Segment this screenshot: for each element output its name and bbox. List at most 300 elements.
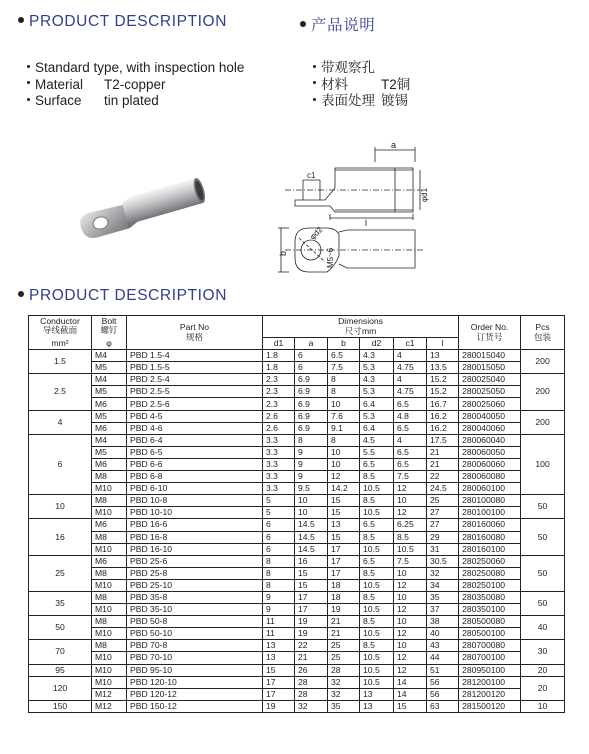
cell-a: 14.5 <box>295 543 328 555</box>
cell-c1: 4.75 <box>394 362 427 374</box>
cell-conductor: 70 <box>29 640 92 664</box>
cell-d1: 8 <box>263 555 295 567</box>
cell-a: 6 <box>295 362 328 374</box>
header-dim-l: l <box>427 338 459 350</box>
cell-pcs: 20 <box>521 664 565 676</box>
cell-a: 6.9 <box>295 374 328 386</box>
feature-label: 表面处理 <box>321 93 375 108</box>
table-row <box>29 628 565 640</box>
cell-d2: 10.5 <box>360 543 394 555</box>
bullet-icon <box>313 65 316 68</box>
cell-c1: 8.5 <box>394 531 427 543</box>
header-dim-b: b <box>328 338 360 350</box>
cell-d2: 6.5 <box>360 458 394 470</box>
cell-order: 280100100 <box>459 507 521 519</box>
cell-b: 7.6 <box>328 410 360 422</box>
cell-a: 8 <box>295 434 328 446</box>
cell-a: 6.9 <box>295 410 328 422</box>
cell-c1: 12 <box>394 628 427 640</box>
table-row <box>29 604 565 616</box>
cell-pcs: 100 <box>521 434 565 494</box>
cell-c1: 4.75 <box>394 386 427 398</box>
cell-c1: 4.8 <box>394 410 427 422</box>
dim-label-b: b <box>278 250 288 256</box>
cell-order: 280060040 <box>459 434 521 446</box>
cell-d2: 4.3 <box>360 374 394 386</box>
cell-part: PBD 2.5-5 <box>127 386 263 398</box>
cell-order: 280250080 <box>459 567 521 579</box>
cell-part: PBD 10-10 <box>127 507 263 519</box>
cell-pcs: 200 <box>521 410 565 434</box>
cell-part: PBD 50-10 <box>127 628 263 640</box>
cell-bolt: M10 <box>92 579 127 591</box>
cell-l: 30.5 <box>427 555 459 567</box>
cell-order: 280700100 <box>459 652 521 664</box>
cell-d1: 17 <box>263 676 295 688</box>
cell-part: PBD 1.5-4 <box>127 350 263 362</box>
cell-d1: 3.3 <box>263 434 295 446</box>
cell-b: 32 <box>328 676 360 688</box>
cell-bolt: M8 <box>92 495 127 507</box>
cell-d2: 8.5 <box>360 591 394 603</box>
cell-l: 17.5 <box>427 434 459 446</box>
cell-b: 8 <box>328 374 360 386</box>
cell-l: 56 <box>427 688 459 700</box>
feature-item <box>27 93 244 110</box>
header-order-no <box>459 316 521 350</box>
cell-pcs: 200 <box>521 350 565 374</box>
table-row <box>29 591 565 603</box>
cell-b: 21 <box>328 616 360 628</box>
cell-l: 13 <box>427 350 459 362</box>
cell-c1: 4 <box>394 434 427 446</box>
cell-d2: 10.5 <box>360 652 394 664</box>
table-row <box>29 483 565 495</box>
feature-item <box>27 60 244 77</box>
cell-a: 6.9 <box>295 398 328 410</box>
header-conductor-cn: 导线截面 <box>42 325 78 336</box>
cell-pcs: 20 <box>521 676 565 700</box>
cell-l: 37 <box>427 604 459 616</box>
table-row <box>29 567 565 579</box>
cell-bolt: M8 <box>92 471 127 483</box>
cell-pcs: 50 <box>521 555 565 591</box>
cell-a: 15 <box>295 579 328 591</box>
cell-d2: 6.4 <box>360 422 394 434</box>
cell-d1: 9 <box>263 591 295 603</box>
cell-conductor: 6 <box>29 434 92 494</box>
cell-b: 18 <box>328 579 360 591</box>
header-dim-d2: d2 <box>360 338 394 350</box>
cell-a: 14.5 <box>295 519 328 531</box>
cell-bolt: M6 <box>92 398 127 410</box>
cell-bolt: M4 <box>92 374 127 386</box>
cell-b: 35 <box>328 700 360 712</box>
cell-d1: 3.3 <box>263 458 295 470</box>
cell-part: PBD 6-6 <box>127 458 263 470</box>
cell-c1: 10 <box>394 640 427 652</box>
cell-bolt: M8 <box>92 567 127 579</box>
cell-d2: 8.5 <box>360 531 394 543</box>
header-bolt <box>92 316 127 350</box>
table-row <box>29 531 565 543</box>
bullet-icon <box>18 17 24 23</box>
cell-order: 281500120 <box>459 700 521 712</box>
feature-label: 材料 <box>321 76 348 92</box>
cell-l: 56 <box>427 676 459 688</box>
cell-part: PBD 25-10 <box>127 579 263 591</box>
header-order-no-cn: 订货号 <box>476 331 503 342</box>
cell-l: 32 <box>427 567 459 579</box>
cell-b: 7.5 <box>328 362 360 374</box>
cell-bolt: M10 <box>92 664 127 676</box>
cell-c1: 12 <box>394 604 427 616</box>
dim-label-d1: φd1 <box>420 187 429 202</box>
cell-order: 280160060 <box>459 519 521 531</box>
cell-conductor: 35 <box>29 591 92 615</box>
cell-part: PBD 95-10 <box>127 664 263 676</box>
header-dimensions-cn: 尺寸mm <box>344 325 377 336</box>
cell-c1: 6.25 <box>394 519 427 531</box>
cell-part: PBD 6-8 <box>127 471 263 483</box>
cell-d1: 17 <box>263 688 295 700</box>
cell-bolt: M5 <box>92 362 127 374</box>
cell-d2: 10.5 <box>360 507 394 519</box>
cell-part: PBD 2.5-6 <box>127 398 263 410</box>
cell-bolt: M8 <box>92 591 127 603</box>
cell-conductor: 1.5 <box>29 350 92 374</box>
cell-d2: 10.5 <box>360 604 394 616</box>
cell-c1: 10.5 <box>394 543 427 555</box>
cell-order: 280025040 <box>459 374 521 386</box>
cell-d2: 8.5 <box>360 616 394 628</box>
cell-bolt: M4 <box>92 434 127 446</box>
cell-l: 24.5 <box>427 483 459 495</box>
cell-order: 280060100 <box>459 483 521 495</box>
cell-pcs: 30 <box>521 640 565 664</box>
cell-order: 280060050 <box>459 446 521 458</box>
dim-label-a: a <box>391 140 397 150</box>
cell-c1: 7.5 <box>394 471 427 483</box>
cell-order: 280160100 <box>459 543 521 555</box>
cell-bolt: M10 <box>92 604 127 616</box>
cell-d1: 6 <box>263 519 295 531</box>
cell-a: 28 <box>295 676 328 688</box>
cell-b: 13 <box>328 519 360 531</box>
table-row <box>29 652 565 664</box>
cell-d2: 10.5 <box>360 483 394 495</box>
cell-l: 16.2 <box>427 422 459 434</box>
cell-conductor: 95 <box>29 664 92 676</box>
cell-b: 8 <box>328 434 360 446</box>
header-dimensions-en: Dimensions <box>338 316 383 326</box>
cell-a: 10 <box>295 495 328 507</box>
cell-bolt: M5 <box>92 410 127 422</box>
feature-label: 带观察孔 <box>321 60 375 75</box>
cell-conductor: 120 <box>29 676 92 700</box>
header-conductor <box>29 316 92 350</box>
cell-a: 16 <box>295 555 328 567</box>
bullet-icon <box>27 65 30 68</box>
section1-title-cn <box>300 13 375 35</box>
table-row <box>29 422 565 434</box>
cell-pcs: 50 <box>521 591 565 615</box>
cell-c1: 10 <box>394 591 427 603</box>
header-conductor-en: Conductor <box>40 315 80 326</box>
cell-d2: 5.3 <box>360 410 394 422</box>
cell-part: PBD 10-8 <box>127 495 263 507</box>
cell-d2: 4.3 <box>360 350 394 362</box>
cell-l: 21 <box>427 446 459 458</box>
cell-d2: 6.4 <box>360 398 394 410</box>
cell-bolt: M10 <box>92 628 127 640</box>
header-conductor-unit: mm² <box>51 337 69 348</box>
cell-d1: 15 <box>263 664 295 676</box>
cell-l: 51 <box>427 664 459 676</box>
cell-order: 280040050 <box>459 410 521 422</box>
cell-a: 9 <box>295 458 328 470</box>
cell-d2: 5.5 <box>360 446 394 458</box>
feature-item <box>313 77 410 94</box>
cell-bolt: M5 <box>92 386 127 398</box>
cell-a: 9 <box>295 471 328 483</box>
cell-part: PBD 16-6 <box>127 519 263 531</box>
cell-l: 31 <box>427 543 459 555</box>
cell-d1: 5 <box>263 507 295 519</box>
cell-d2: 13 <box>360 688 394 700</box>
cell-b: 12 <box>328 471 360 483</box>
table-row <box>29 616 565 628</box>
cell-d1: 9 <box>263 604 295 616</box>
table-row <box>29 398 565 410</box>
feature-value: T2-copper <box>104 76 166 92</box>
cell-order: 280160080 <box>459 531 521 543</box>
cell-d1: 2.3 <box>263 398 295 410</box>
cell-l: 44 <box>427 652 459 664</box>
header-part-no-en: Part No <box>179 322 210 333</box>
cell-b: 15 <box>328 495 360 507</box>
technical-drawing <box>275 140 430 290</box>
table-row <box>29 519 565 531</box>
header-pcs-cn: 包装 <box>533 331 552 342</box>
cell-b: 28 <box>328 664 360 676</box>
cell-l: 16.2 <box>427 410 459 422</box>
cell-d2: 8.5 <box>360 471 394 483</box>
cell-b: 10 <box>328 446 360 458</box>
cell-l: 16.7 <box>427 398 459 410</box>
bullet-icon <box>313 98 316 101</box>
cell-order: 280025050 <box>459 386 521 398</box>
cell-b: 10 <box>328 398 360 410</box>
cell-conductor: 10 <box>29 495 92 519</box>
cell-bolt: M10 <box>92 483 127 495</box>
table-row <box>29 555 565 567</box>
cell-l: 13.5 <box>427 362 459 374</box>
bullet-icon <box>27 98 30 101</box>
cell-bolt: M5 <box>92 446 127 458</box>
cell-c1: 12 <box>394 664 427 676</box>
cell-b: 17 <box>328 567 360 579</box>
cell-order: 280100080 <box>459 495 521 507</box>
cell-a: 9.5 <box>295 483 328 495</box>
cell-b: 10 <box>328 458 360 470</box>
cell-d2: 10.5 <box>360 628 394 640</box>
table-row <box>29 664 565 676</box>
header-dim-d1: d1 <box>263 338 295 350</box>
cell-conductor: 50 <box>29 616 92 640</box>
cell-a: 6.9 <box>295 422 328 434</box>
cell-conductor: 25 <box>29 555 92 591</box>
cell-a: 26 <box>295 664 328 676</box>
dim-label-m: M5~6 <box>326 247 335 268</box>
cell-b: 25 <box>328 652 360 664</box>
cell-a: 28 <box>295 688 328 700</box>
table-row <box>29 579 565 591</box>
cell-d1: 6 <box>263 543 295 555</box>
cell-d1: 2.6 <box>263 422 295 434</box>
cell-b: 25 <box>328 640 360 652</box>
cell-pcs: 10 <box>521 700 565 712</box>
cell-bolt: M10 <box>92 676 127 688</box>
section2-title-text: PRODUCT DESCRIPTION <box>29 287 227 304</box>
cell-order: 280060080 <box>459 471 521 483</box>
cell-part: PBD 4-6 <box>127 422 263 434</box>
table-row <box>29 410 565 422</box>
cell-a: 21 <box>295 652 328 664</box>
cell-order: 280500080 <box>459 616 521 628</box>
table-row <box>29 386 565 398</box>
cell-part: PBD 1.5-5 <box>127 362 263 374</box>
cell-d2: 8.5 <box>360 495 394 507</box>
cell-order: 280350100 <box>459 604 521 616</box>
cell-b: 19 <box>328 604 360 616</box>
cell-conductor: 2.5 <box>29 374 92 410</box>
cell-d1: 6 <box>263 531 295 543</box>
dim-label-l: l <box>365 218 367 228</box>
table-row <box>29 350 565 362</box>
cell-c1: 10 <box>394 567 427 579</box>
table-row <box>29 688 565 700</box>
section1-title-en <box>18 13 227 31</box>
spec-table <box>28 315 565 713</box>
cell-b: 15 <box>328 531 360 543</box>
cell-order: 280350080 <box>459 591 521 603</box>
cell-order: 280060060 <box>459 458 521 470</box>
cell-part: PBD 120-10 <box>127 676 263 688</box>
cell-d2: 5.3 <box>360 386 394 398</box>
cell-c1: 4 <box>394 350 427 362</box>
cell-d2: 10.5 <box>360 579 394 591</box>
cell-d2: 13 <box>360 700 394 712</box>
table-row <box>29 458 565 470</box>
cell-part: PBD 2.5-4 <box>127 374 263 386</box>
cell-part: PBD 70-10 <box>127 652 263 664</box>
section1-title-en-text: PRODUCT DESCRIPTION <box>29 13 227 30</box>
cell-order: 280250060 <box>459 555 521 567</box>
cell-part: PBD 25-6 <box>127 555 263 567</box>
cell-d1: 8 <box>263 579 295 591</box>
cell-l: 27 <box>427 519 459 531</box>
cell-bolt: M8 <box>92 616 127 628</box>
header-bolt-en: Bolt <box>101 315 117 326</box>
cell-c1: 6.5 <box>394 446 427 458</box>
cell-b: 6.5 <box>328 350 360 362</box>
cell-l: 29 <box>427 531 459 543</box>
cell-c1: 6.5 <box>394 398 427 410</box>
cell-pcs: 50 <box>521 495 565 519</box>
cell-d1: 11 <box>263 628 295 640</box>
cell-l: 38 <box>427 616 459 628</box>
features-cn <box>313 60 410 110</box>
cell-d1: 1.8 <box>263 350 295 362</box>
cell-d2: 6.5 <box>360 519 394 531</box>
cell-d2: 5.3 <box>360 362 394 374</box>
cell-b: 9.1 <box>328 422 360 434</box>
cell-c1: 12 <box>394 652 427 664</box>
cell-d1: 8 <box>263 567 295 579</box>
cell-bolt: M8 <box>92 531 127 543</box>
cell-part: PBD 4-5 <box>127 410 263 422</box>
cell-bolt: M6 <box>92 555 127 567</box>
feature-item <box>313 60 410 77</box>
cell-order: 280250100 <box>459 579 521 591</box>
cell-d1: 3.3 <box>263 471 295 483</box>
cell-part: PBD 6-4 <box>127 434 263 446</box>
cell-bolt: M8 <box>92 640 127 652</box>
feature-value: tin plated <box>104 93 159 108</box>
cell-d2: 6.5 <box>360 555 394 567</box>
cell-d1: 3.3 <box>263 483 295 495</box>
cell-bolt: M4 <box>92 350 127 362</box>
cell-l: 40 <box>427 628 459 640</box>
section1-title-cn-text: 产品说明 <box>311 17 376 34</box>
cell-d1: 1.8 <box>263 362 295 374</box>
table-row <box>29 495 565 507</box>
bullet-icon <box>18 291 24 297</box>
cell-a: 6 <box>295 350 328 362</box>
cell-c1: 15 <box>394 700 427 712</box>
bullet-icon <box>300 21 306 27</box>
table-row <box>29 676 565 688</box>
cell-d1: 19 <box>263 700 295 712</box>
cell-order: 280500100 <box>459 628 521 640</box>
feature-label: Standard type, with inspection hole <box>35 60 245 75</box>
header-dim-c1: c1 <box>394 338 427 350</box>
cell-part: PBD 6-10 <box>127 483 263 495</box>
cell-order: 280015040 <box>459 350 521 362</box>
cell-part: PBD 35-10 <box>127 604 263 616</box>
features-en <box>27 60 244 110</box>
cell-part: PBD 150-12 <box>127 700 263 712</box>
cell-a: 32 <box>295 700 328 712</box>
cell-b: 17 <box>328 543 360 555</box>
cell-b: 8 <box>328 386 360 398</box>
cell-bolt: M10 <box>92 543 127 555</box>
cell-order: 280950100 <box>459 664 521 676</box>
header-pcs-en: Pcs <box>535 322 550 333</box>
cell-order: 281200120 <box>459 688 521 700</box>
cell-conductor: 4 <box>29 410 92 434</box>
cell-bolt: M6 <box>92 422 127 434</box>
cell-a: 9 <box>295 446 328 458</box>
header-part-no-cn: 规格 <box>185 331 204 342</box>
cell-part: PBD 25-8 <box>127 567 263 579</box>
cell-b: 14.2 <box>328 483 360 495</box>
cell-d2: 8.5 <box>360 567 394 579</box>
cell-b: 32 <box>328 688 360 700</box>
cell-l: 43 <box>427 640 459 652</box>
cell-c1: 14 <box>394 676 427 688</box>
